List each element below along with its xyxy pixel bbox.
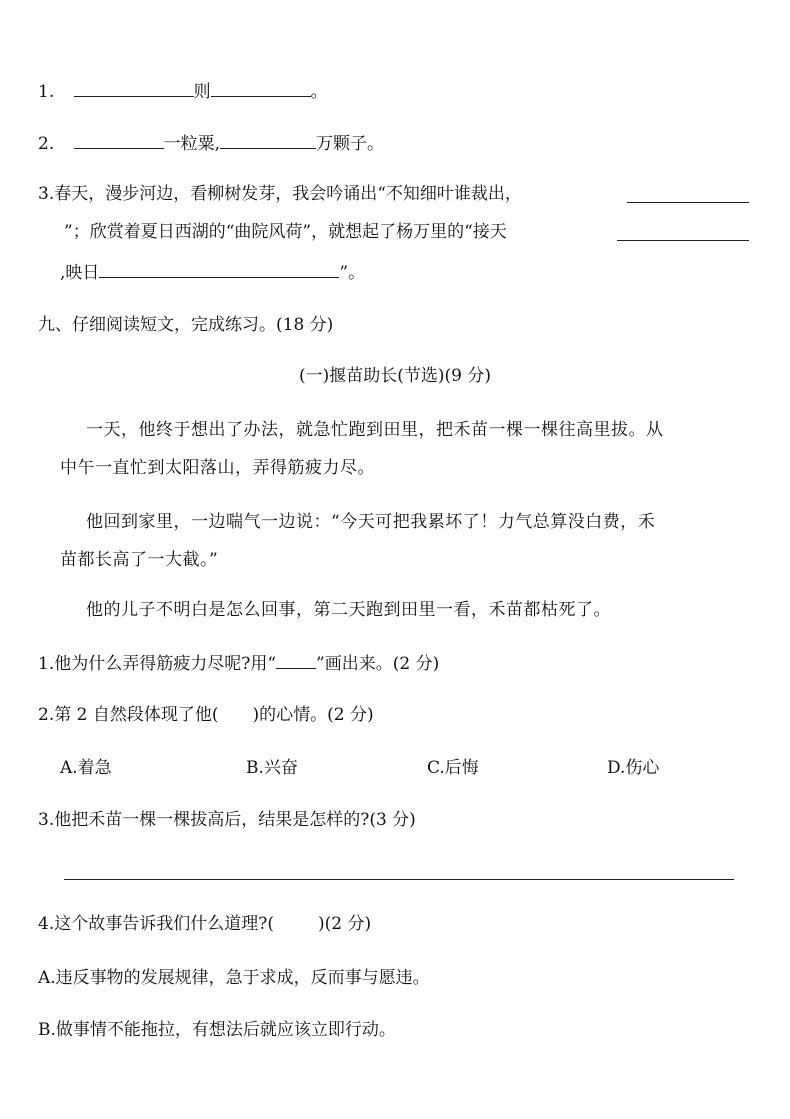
question-text: 一粒粟, (163, 134, 221, 154)
answer-blank[interactable] (617, 222, 749, 241)
answer-blank[interactable] (627, 184, 749, 203)
passage-paragraph-2-line-2: 苗都长高了一大截。” (60, 550, 219, 570)
answer-blank[interactable] (276, 650, 316, 669)
q4-option-b[interactable]: B.做事情不能拖拉，有想法后就应该立即行动。 (38, 1020, 396, 1040)
reading-question-3: 3.他把禾苗一棵一棵拔高后，结果是怎样的?(3 分) (38, 810, 416, 830)
option-b[interactable]: B.兴奋 (246, 758, 298, 778)
passage-paragraph-1-line-1: 一天，他终于想出了办法，就急忙跑到田里，把禾苗一棵一棵往高里拔。从 (86, 420, 664, 440)
fill-question-1 (38, 78, 328, 104)
question-text: 4.这个故事告诉我们什么道理?( (38, 914, 274, 934)
answer-blank[interactable] (74, 130, 164, 149)
fill-question-3-line-3 (60, 259, 365, 285)
answer-blank[interactable] (211, 78, 311, 97)
answer-line[interactable] (64, 879, 734, 880)
question-text: 。 (310, 82, 328, 102)
option-c[interactable]: C.后悔 (427, 758, 479, 778)
fill-question-2 (38, 130, 384, 156)
question-text: ”画出来。(2 分) (316, 654, 440, 674)
question-text: ”。 (339, 263, 366, 283)
q4-option-a[interactable]: A.违反事物的发展规律，急于求成，反而事与愿违。 (38, 968, 430, 988)
passage-paragraph-1-line-2: 中午一直忙到太阳落山，弄得筋疲力尽。 (60, 458, 375, 478)
section-heading: 九、仔细阅读短文，完成练习。(18 分) (38, 315, 334, 335)
fill-question-3-line-1 (38, 182, 522, 206)
reading-question-4 (38, 912, 371, 936)
question-number: 2. (38, 134, 55, 154)
option-d[interactable]: D.伤心 (607, 758, 660, 778)
answer-blank[interactable] (74, 78, 194, 97)
question-text: 万颗子。 (316, 134, 385, 154)
question-text: )的心情。(2 分) (252, 705, 374, 725)
reading-question-1 (38, 650, 439, 676)
answer-blank[interactable] (220, 130, 316, 149)
question-text: 3.春天，漫步河边，看柳树发芽，我会吟诵出“不知细叶谁裁出， (38, 184, 522, 204)
question-text: ”；欣赏着夏日西湖的“曲院风荷”，就想起了杨万里的“接天 (64, 222, 507, 242)
passage-title: (一)揠苗助长(节选)(9 分) (298, 366, 491, 386)
question-text: 1.他为什么弄得筋疲力尽呢?用“ (38, 654, 277, 674)
answer-blank[interactable] (99, 259, 339, 278)
passage-paragraph-3-line-1: 他的儿子不明白是怎么回事，第二天跑到田里一看，禾苗都枯死了。 (86, 600, 611, 620)
reading-question-2 (38, 703, 374, 727)
passage-paragraph-2-line-1: 他回到家里，一边喘气一边说：“今天可把我累坏了！力气总算没白费，禾 (86, 512, 656, 532)
question-text: 则 (193, 82, 211, 102)
question-text: ,映日 (60, 263, 100, 283)
fill-question-3-line-2 (64, 220, 507, 244)
question-text: )(2 分) (317, 914, 372, 934)
question-text: 2.第 2 自然段体现了他( (38, 705, 219, 725)
question-number: 1. (38, 82, 55, 102)
option-a[interactable]: A.着急 (60, 758, 112, 778)
